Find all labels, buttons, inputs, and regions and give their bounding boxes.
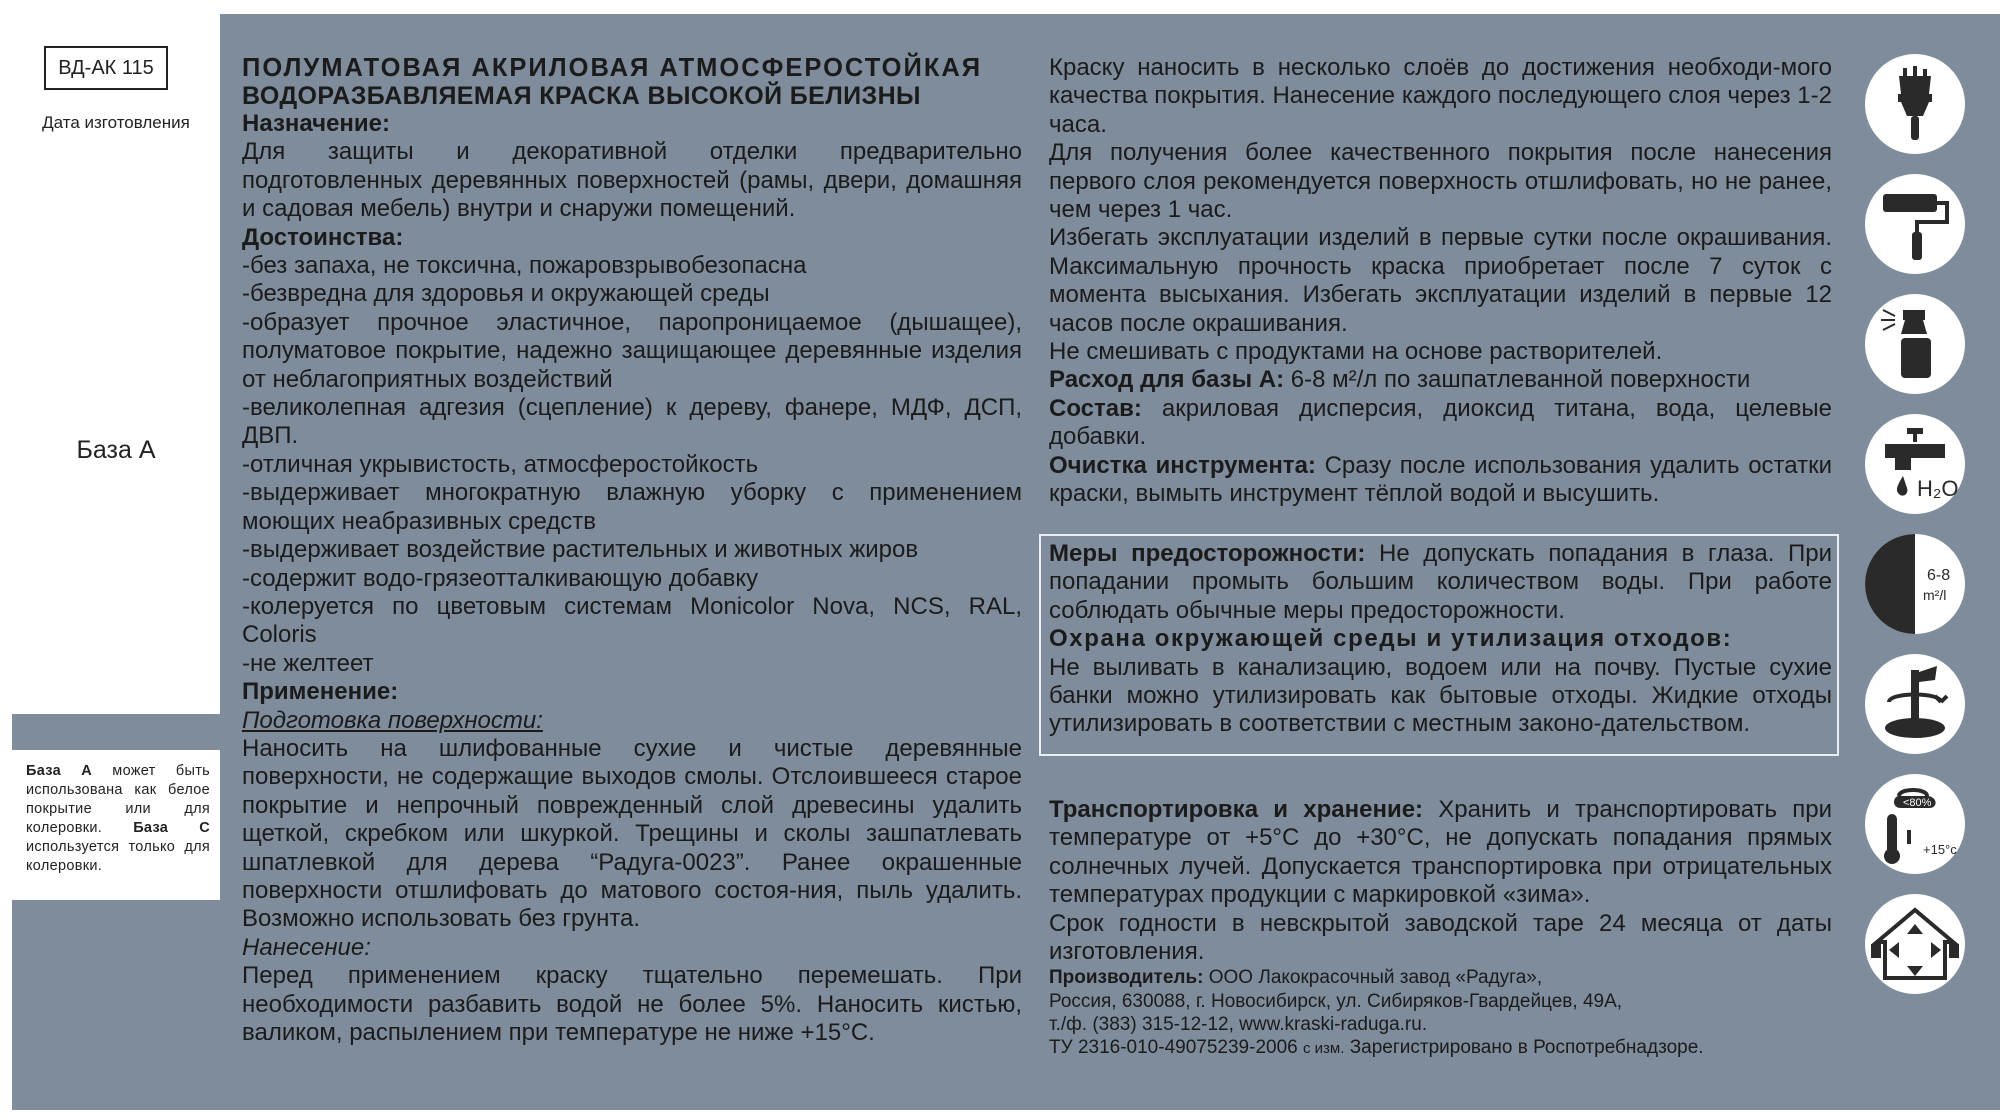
applying-heading: Нанесение: [242, 933, 371, 961]
advantages-heading: Достоинства: [242, 223, 404, 251]
registration-text: Зарегистрировано в Роспотребнадзоре. [1349, 1037, 1704, 1059]
advantage-item: -без запаха, не токсична, пожаровзрывобезопасна [242, 252, 807, 280]
base-note-panel [12, 750, 220, 900]
transport-section [1049, 796, 1832, 1060]
applying-text: Перед применением краску тщательно перемешать. При необходимости разбавить водой не более 5%. Наносить кистью, валиком, распылением при температуре не ниже +15°С. [242, 962, 1022, 1046]
advantage-item: -выдерживает многократную влажную уборку с применением моющих неабразивных средств [242, 479, 1022, 535]
product-code: ВД-АК 115 [44, 46, 168, 90]
surface-prep-heading: Подготовка поверхности: [242, 706, 543, 734]
safety-heading: Меры предосторожности: [1049, 540, 1366, 567]
base-c-text: используется только для колеровки. [26, 839, 210, 874]
solvent-warning-text: Не смешивать с продуктами на основе растворителей. [1049, 338, 1663, 366]
water-tap-icon [1865, 414, 1965, 514]
transport-heading: Транспортировка и хранение: [1049, 796, 1424, 823]
composition-text: акриловая дисперсия, диоксид титана, вода, целевые добавки. [1049, 394, 1832, 451]
environment-heading: Охрана окружающей среды и утилизация отходов: [1049, 625, 1733, 653]
storage-temperature-icon [1865, 774, 1965, 874]
composition-heading: Состав: [1049, 394, 1142, 422]
coverage-unit: m²/l [1923, 587, 1947, 603]
warning-section [1049, 540, 1832, 739]
tu-code: ТУ 2316-010-49075239-2006 [1049, 1037, 1298, 1059]
manufacturer-address: Россия, 630088, г. Новосибирск, ул. Сибиряков-Гвардейцев, 49А, [1049, 990, 1623, 1012]
spray-gun-icon [1865, 294, 1965, 394]
base-note [26, 762, 210, 876]
advantage-item: -колеруется по цветовым системам Monicolor Nova, NCS, RAL, Coloris [242, 592, 1022, 649]
purpose-heading: Назначение: [242, 110, 391, 137]
advantage-item: -великолепная адгезия (сцепление) к дереву, фанере, МДФ, ДСП, ДВП. [242, 394, 1022, 450]
indoor-outdoor-icon [1865, 894, 1965, 994]
curing-text: Избегать эксплуатации изделий в первые сутки после окрашивания. Максимальную прочность краска приобретает после 7 суток с момента высыхания. Избегать эксплуатации изделий в первые 12 часов после окрашивания. [1049, 224, 1832, 337]
instructions-column [1049, 54, 1832, 509]
manufacturer-heading: Производитель: [1049, 967, 1204, 989]
humidity-value: <80% [1903, 797, 1932, 809]
product-label [12, 14, 2000, 1110]
tu-modification: с изм. [1303, 1040, 1345, 1058]
manufacture-date-label: Дата изготовления [42, 113, 190, 132]
cleaning-heading: Очистка инструмента: [1049, 451, 1316, 479]
product-title-line2: ВОДОРАЗБАВЛЯЕМАЯ КРАСКА ВЫСОКОЙ БЕЛИЗНЫ [242, 82, 921, 110]
purpose-text: Для защиты и декоративной отделки предварительно подготовленных деревянных поверхностей (рамы, двери, домашняя и садовая мебель) внутри и снаружи помещений. [242, 138, 1022, 223]
surface-prep-text: Наносить на шлифованные сухие и чистые деревянные поверхности, не содержащие выходов смолы. Отслоившееся старое покрытие и непрочный поврежденный слой древесины удалить щеткой, скребком или шкуркой. Трещины и сколы зашпатлевать шпатлевкой для дерева “Радуга-0023”. Ранее окрашенные поверхности отшлифовать до матового состоя-ния, пыль удалить. Возможно использовать без грунта. [242, 734, 1022, 933]
water-label: H₂O [1917, 476, 1959, 501]
manufacturer-contacts: т./ф. (383) 315-12-12, www.kraski-raduga.ru. [1049, 1013, 1428, 1035]
advantage-item: -образует прочное эластичное, паропроницаемое (дышащее), полуматовое покрытие, надежно защищающее деревянные изделия от неблагоприятных воздействий [242, 308, 1022, 393]
consumption-text: 6-8 м²/л по зашпатлеванной поверхности [1290, 366, 1751, 394]
advantage-item: -содержит водо-грязеотталкивающую добавку [242, 564, 759, 592]
left-info-panel [12, 14, 220, 714]
base-c-name: База С [133, 820, 210, 836]
transport-text: Хранить и транспортировать при температуре от +5°С до +30°С, не допускать попадания прямых солнечных лучей. Допускается транспортировка при отрицательных температурах продукции с маркировкой «зима». [1049, 796, 1833, 909]
advantage-item: -безвредна для здоровья и окружающей среды [242, 280, 770, 308]
application-heading: Применение: [242, 678, 399, 706]
base-label: База А [76, 436, 156, 464]
coverage-value: 6-8 [1927, 567, 1951, 584]
safety-text: Не допускать попадания в глаза. При попадании промыть большим количеством воды. При работе соблюдать обычные меры предосторожности. [1049, 540, 1833, 624]
cleaning-text: Сразу после использования удалить остатки краски, вымыть инструмент тёплой водой и высушить. [1049, 451, 1832, 508]
min-temperature: +15°c [1923, 842, 1957, 857]
base-a-name: База А [26, 763, 92, 779]
sanding-text: Для получения более качественного покрытия после нанесения первого слоя рекомендуется поверхность отшлифовать, но не ранее, чем через 1 час. [1049, 139, 1832, 224]
stirring-icon [1865, 654, 1965, 754]
layers-text: Краску наносить в несколько слоёв до достижения необходи-мого качества покрытия. Нанесение каждого последующего слоя через 1-2 часа. [1049, 54, 1832, 138]
coverage-icon [1865, 534, 1965, 634]
consumption-heading: Расход для базы А: [1049, 366, 1285, 394]
base-a-text: может быть использована как белое покрытие или для колеровки. [26, 763, 210, 836]
product-title-line1: ПОЛУМАТОВАЯ АКРИЛОВАЯ АТМОСФЕРОСТОЙКАЯ [242, 54, 983, 82]
brush-icon [1865, 54, 1965, 154]
environment-text: Не выливать в канализацию, водоем или на почву. Пустые сухие банки можно утилизировать как бытовые отходы. Жидкие отходы утилизировать в соответствии с местным законо-дательством. [1049, 653, 1832, 738]
roller-icon [1865, 174, 1965, 274]
shelf-life-text: Срок годности в невскрытой заводской таре 24 месяца от даты изготовления. [1049, 909, 1832, 966]
advantage-item: -выдерживает воздействие растительных и животных жиров [242, 536, 919, 564]
advantage-item: -отличная укрывистость, атмосферостойкость [242, 450, 759, 478]
manufacturer-name: ООО Лакокрасочный завод «Радуга», [1208, 967, 1543, 989]
description-column [242, 54, 1022, 1047]
advantage-item: -не желтеет [242, 649, 374, 677]
